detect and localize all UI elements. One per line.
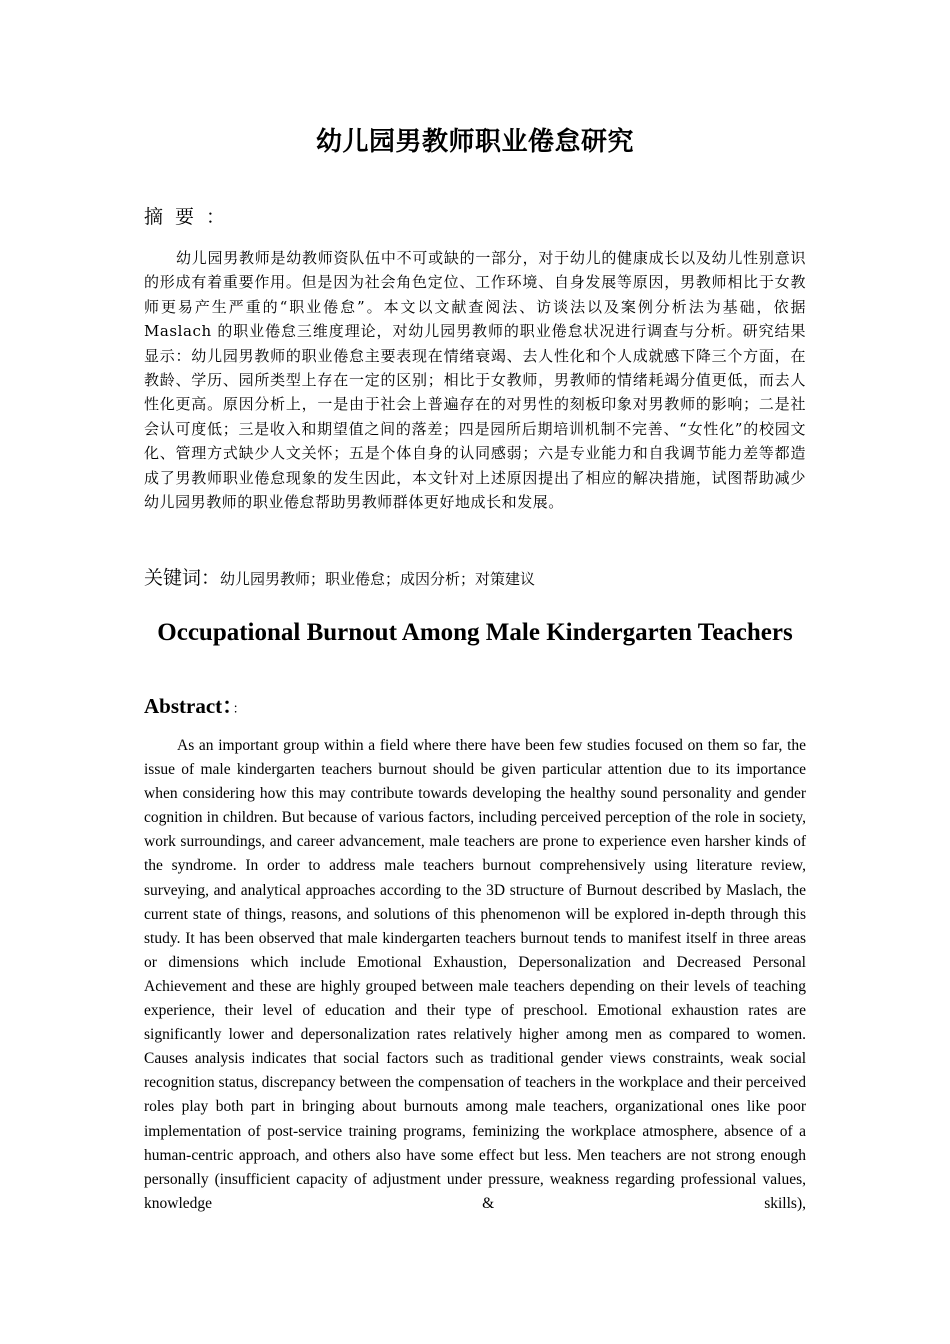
english-abstract-heading-suffix: ： — [232, 701, 246, 716]
chinese-keywords-label: 关键词： — [144, 567, 221, 589]
chinese-keywords-value: 幼儿园男教师；职业倦怠；成因分析；对策建议 — [220, 570, 536, 588]
english-title: Occupational Burnout Among Male Kindergarten Teachers — [157, 619, 793, 646]
chinese-abstract-body: 幼儿园男教师是幼教师资队伍中不可或缺的一部分，对于幼儿的健康成长以及幼儿性别意识的形成有着重要作用。但是因为社会角色定位、工作环境、自身发展等原因，男教师相比于女教师更易产生严重的“职业倦怠”。本文以文献查阅法、访谈法以及案例分析法为基础，依据 Maslach 的职业倦怠三维度理论，对幼儿园男教师的职业倦怠状况进行调查与分析。研究结果显示：幼儿园男教师的职业倦怠主要表现在情绪衰竭、去人性化和个人成就感下降三个方面，在教龄、学历、园所类型上存在一定的区别；相比于女教师，男教师的情绪耗竭分值更低，而去人性化更高。原因分析上，一是由于社会上普遍存在的对男性的刻板印象对男教师的影响；二是社会认可度低；三是收入和期望值之间的落差；四是园所后期培训机制不完善、“女性化”的校园文化、管理方式缺少人文关怀；五是个体自身的认同感弱；六是专业能力和自我调节能力差等都造成了男教师职业倦怠现象的发生因此，本文针对上述原因提出了相应的解决措施，试图帮助减少幼儿园男教师的职业倦怠帮助男教师群体更好地成长和发展。 — [144, 249, 806, 512]
chinese-abstract-heading: 摘要： — [144, 206, 238, 228]
chinese-keywords-line — [144, 565, 806, 592]
english-abstract-body: As an important group within a field where there have been few studies focused on them so far, the issue of male kindergarten teachers burnout should be given particular attention due to its importance when considering how this may contribute towards developing the healthy sound personality and gender cognition in children. But because of various factors, including perceived perception of the role in society, work surroundings, and career advancement, male teachers are prone to experience even harsher kinds of the syndrome. In order to address male teachers burnout comprehensively using literature review, surveying, and analytical approaches according to the 3D structure of Burnout described by Maslach, the current state of things, reasons, and solutions of this phenomenon will be explored in-depth through this study. It has been observed that male kindergarten teachers burnout tends to manifest itself in three areas or dimensions which include Emotional Exhaustion, Depersonalization and Decreased Personal Achievement and these are highly grouped between male teachers depending on their levels of teaching experience, their level of education and their type of preschool. Emotional exhaustion rates are significantly lower and depersonalization rates relatively higher among men as compared to women. Causes analysis indicates that social factors such as traditional gender views constraints, weak social recognition status, discrepancy between the compensation of teachers in the workplace and their perceived roles play both part in bringing about burnouts among male teachers, organizational ones like poor implementation of post-service training programs, feminizing the workplace atmosphere, absence of a human-centric approach, and others also have some effect but less. Men teachers are not strong enough personally (insufficient capacity of adjustment under pressure, weakness regarding professional values, knowledge & skills), — [144, 737, 806, 1212]
english-abstract-heading: Abstract： — [144, 694, 233, 718]
chinese-title: 幼儿园男教师职业倦怠研究 — [315, 127, 634, 157]
english-abstract-heading-line — [144, 692, 246, 723]
